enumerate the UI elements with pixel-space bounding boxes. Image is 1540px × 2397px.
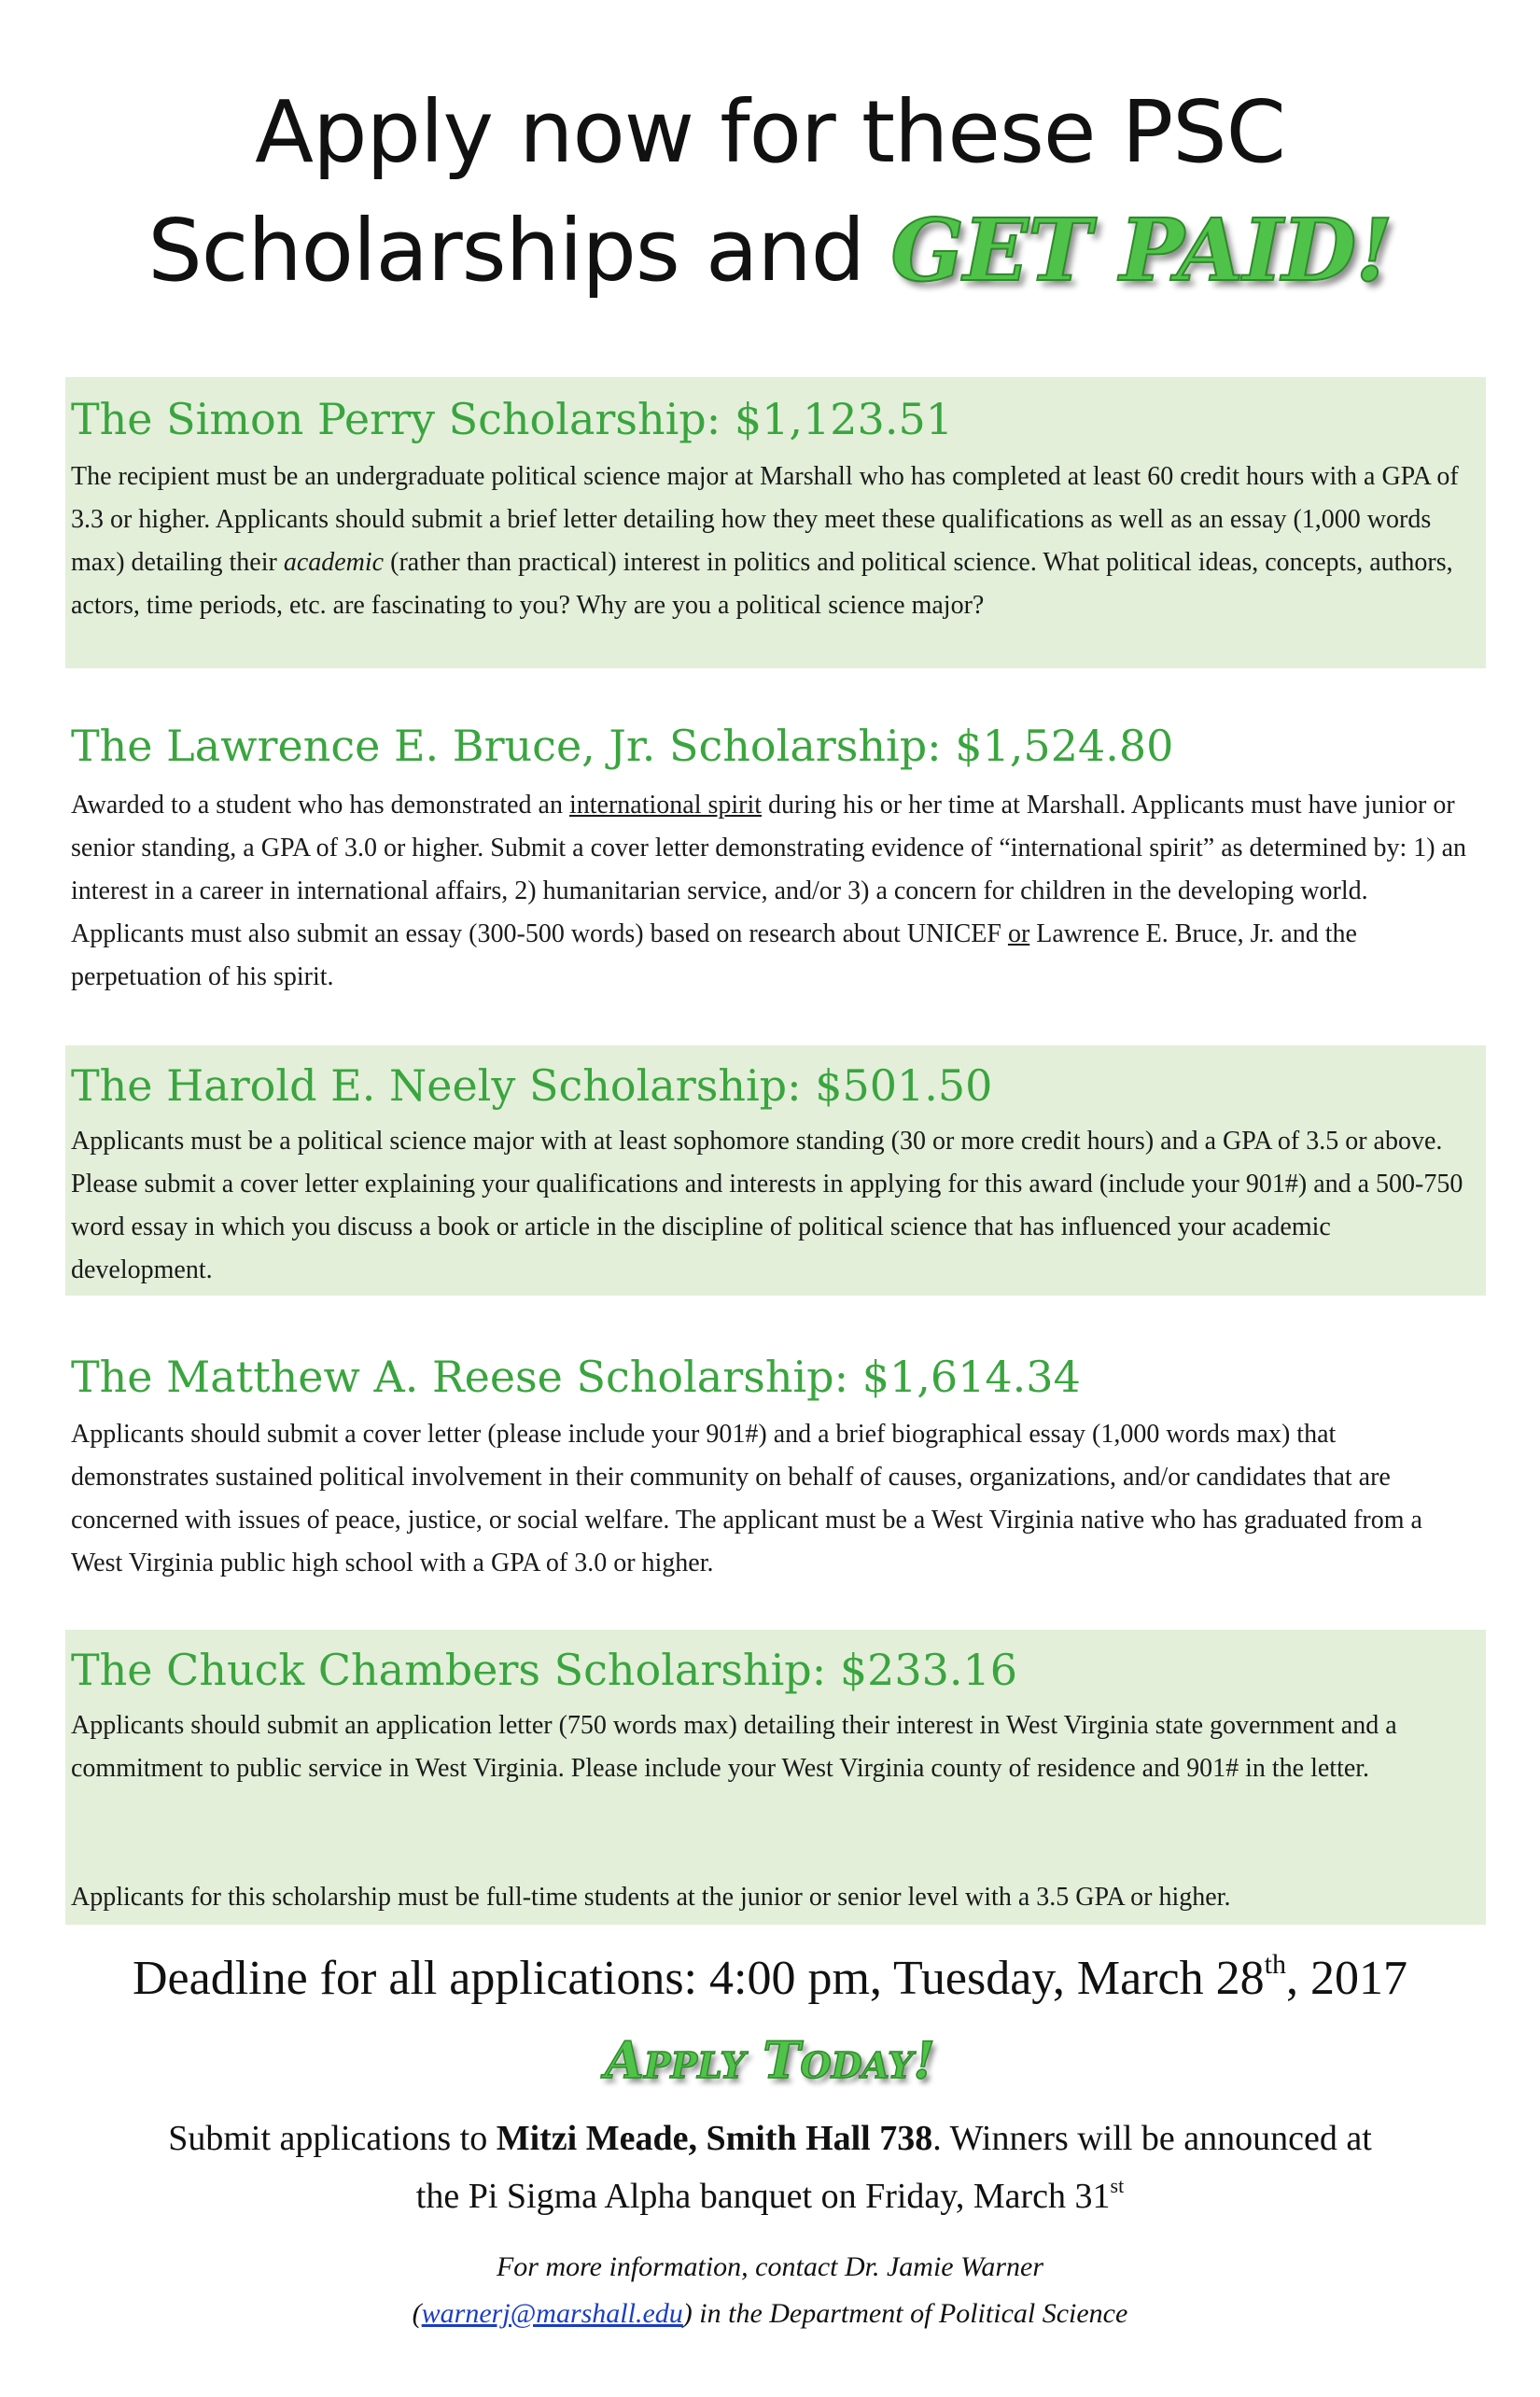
contact-email-link[interactable]: warnerj@marshall.edu [421,2298,683,2329]
scholarship-description: Applicants must be a political science major with at least sophomore standing (30 or more credit hours) and a GPA of 3.5 or above. Please submit a cover letter explaining your qualifications and interests in applying for this award (include your 901#) and a 500-750 word essay in which you discuss a book or article in the discipline of political science that has influenced your academic development. [71,1127,1463,1284]
submit-line-1 [0,2121,1540,2156]
scholarship-description: Applicants should submit an application letter (750 words max) detailing their interest in West Virginia state government and a commitment to public service in West Virginia. Please include your West Virginia county of residence and 901# in the letter. [71,1711,1397,1783]
apply-today-banner: Apply Today! [605,2030,935,2090]
scholarship-chuck-chambers [65,1630,1486,1925]
deadline-year: , 2017 [1285,1952,1407,2005]
scholarship-harold-neely [65,1045,1486,1296]
contact-line-2 [0,2300,1540,2328]
headline-line-1: Apply now for these PSC [255,82,1285,182]
description-text: (rather than practical) interest in politics and political science. What political ideas, concepts, authors, actors, time periods, etc. are fascinating to you? Why are you a political science major? [71,548,1453,620]
scholarship-lawrence-bruce [65,717,1486,1006]
description-underline: international spirit [568,791,763,820]
submit-text: . Winners will be announced at [932,2119,1372,2158]
banquet-ordinal: st [1110,2174,1125,2197]
banquet-text: the Pi Sigma Alpha banquet on Friday, March 31 [415,2177,1111,2216]
scholarship-title: The Chuck Chambers Scholarship: $233.16 [71,1645,1018,1695]
scholarship-title: The Matthew A. Reese Scholarship: $1,614.34 [71,1352,1081,1402]
scholarship-title: The Simon Perry Scholarship: $1,123.51 [71,394,953,444]
scholarship-description [71,456,1471,627]
deadline-text: Deadline for all applications: 4:00 pm, Tuesday, March 28 [133,1952,1265,2005]
scholarship-title: The Harold E. Neely Scholarship: $501.50 [71,1060,993,1111]
submit-recipient: Mitzi Meade, Smith Hall 738 [496,2119,933,2158]
headline-line-2 [0,200,1540,301]
contact-line-1: For more information, contact Dr. Jamie Warner [496,2251,1044,2282]
submit-text: Submit applications to [168,2119,497,2158]
scholarship-eligibility: Applicants for this scholarship must be full-time students at the junior or senior level with a 3.5 GPA or higher. [71,1883,1231,1912]
submit-line-2 [0,2174,1540,2216]
scholarship-matthew-reese [65,1335,1486,1587]
scholarship-simon-perry [65,377,1486,668]
deadline-ordinal: th [1264,1949,1286,1980]
scholarship-description: Applicants should submit a cover letter (please include your 901#) and a brief biographical essay (1,000 words max) that demonstrates sustained political involvement in their community on behalf of causes, organizations, and/or candidates that are concerned with issues of peace, justice, or social welfare. The applicant must be a West Virginia native who has graduated from a West Virginia public high school with a GPA of 3.0 or higher. [71,1420,1422,1577]
headline-prefix: Scholarships and [147,201,891,301]
description-text: Awarded to a student who has demonstrated an [71,791,569,820]
description-underline: or [1007,919,1030,948]
scholarship-description [71,784,1471,999]
description-text: during his or her time at Marshall. Applicants must have junior or senior standing, a GPA of 3.0 or higher. Submit a cover letter demonstrating evidence of “international spirit” as determined by: 1) an interest in a career in international affairs, 2) humanitarian service, and/or 3) a concern for children in the developing world. Applicants must also submit an essay (300-500 words) based on research about UNICEF [71,791,1467,948]
description-text: The recipient must be an undergraduate political science major at Marshall who has completed at least 60 credit hours with a GPA of 3.3 or higher. Applicants should submit a brief letter detailing how they meet these qualifications as well as an essay (1,000 words max) detailing their [71,462,1459,577]
description-emphasis: academic [283,548,385,577]
deadline-line [0,1949,1540,2005]
scholarship-title: The Lawrence E. Bruce, Jr. Scholarship: $1,524.80 [71,721,1174,771]
contact-department: ) in the Department of Political Science [682,2298,1128,2329]
get-paid-highlight: GET PAID! [890,200,1393,301]
contact-paren: ( [412,2298,422,2329]
description-text: Lawrence E. Bruce, Jr. and the perpetuation of his spirit. [71,919,1357,991]
